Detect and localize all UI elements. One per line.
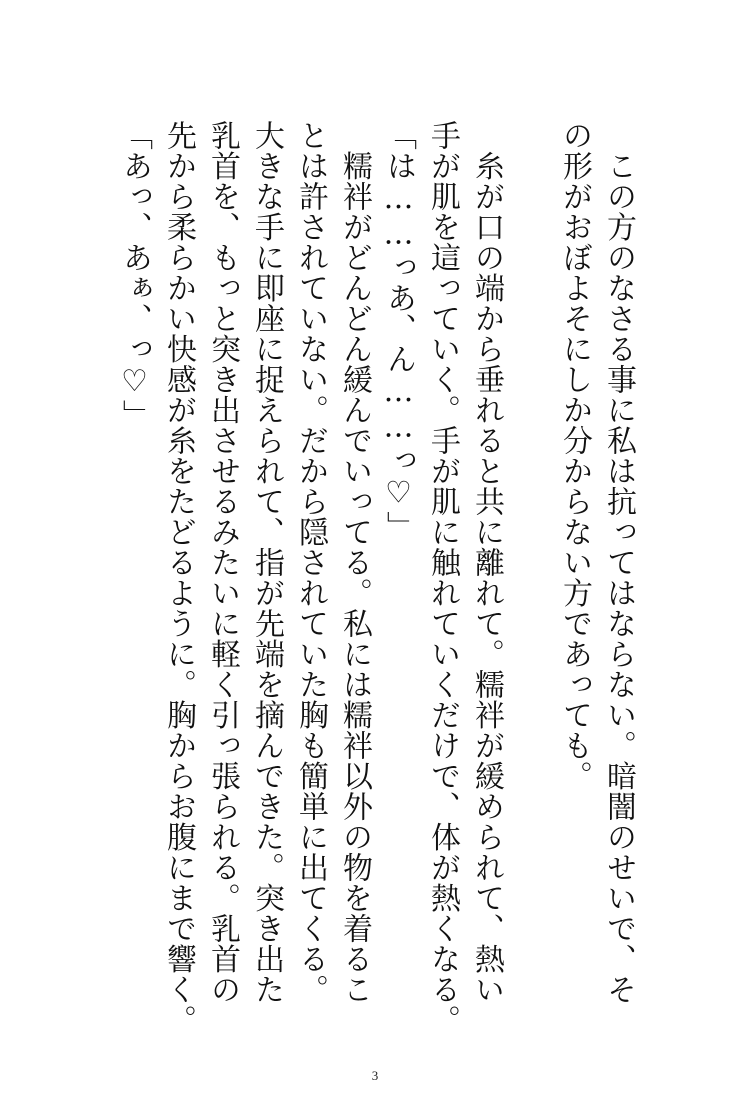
text-column-10: 乳首を、もっと突き出させるみたいに軽く引っ張られる。乳首の [205,120,240,1005]
text-column-7: 糯袢がどんどん緩んでいってる。私には糯袢以外の物を着るこ [337,120,372,1005]
text-column-6: 「は……っあ、ん……っ♡」 [381,120,416,542]
page-number: 3 [371,1068,379,1083]
text-column-8: とは許されていない。だから隠されていた胸も簡単に出てくる。 [293,120,328,1005]
text-column-11: 先から柔らかい快感が糸をたどるように。胸からお腹にまで響く。 [161,120,196,1035]
vertical-text-body [112,120,640,1035]
text-column-5: 手が肌を這っていく。手が肌に触れていくだけで、体が熱くなる。 [425,120,460,1035]
text-column-2: の形がおぼよそにしか分からない方であっても。 [557,120,592,791]
text-column-4: 糸が口の端から垂れると共に離れて。糯袢が緩められて、熱い [469,120,504,1005]
text-column-12: 「あっ、あぁ、っ♡」 [117,120,152,430]
text-column-9: 大きな手に即座に捉えられて、指が先端を摘んできた。突き出た [249,120,284,1005]
text-column-1: この方のなさる事に私は抗ってはならない。暗闇のせいで、そ [601,120,636,1005]
